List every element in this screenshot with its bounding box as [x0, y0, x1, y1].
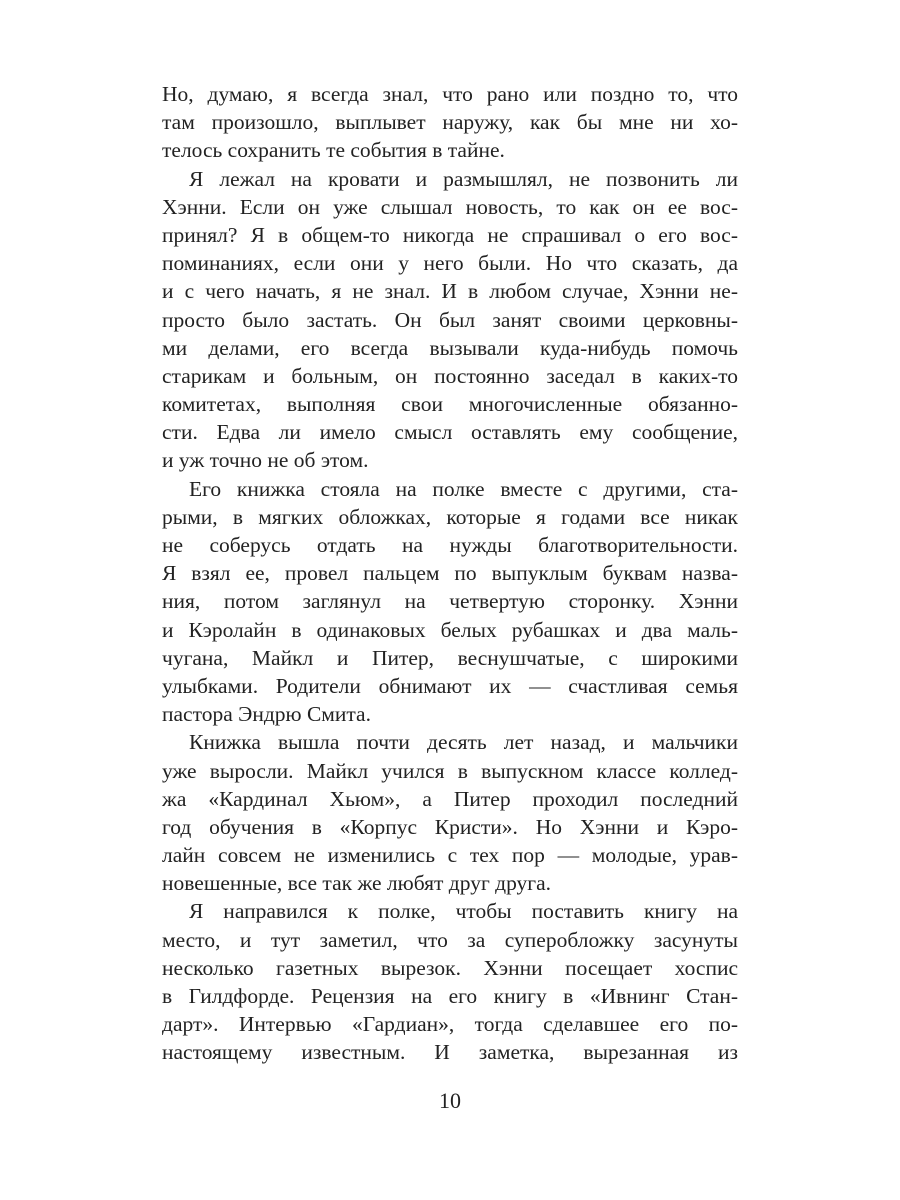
text-line: место, и тут заметил, что за суперобложку засунуты	[162, 927, 738, 952]
text-line: сти. Едва ли имело смысл оставлять ему сообщение,	[162, 420, 738, 445]
text-line: в Гилдфорде. Рецензия на его книгу в «Ивнинг Стан-	[162, 984, 738, 1008]
text-line: Его книжка стояла на полке вместе с другими, ста-	[189, 476, 738, 501]
text-line: Я лежал на кровати и размышлял, не позвонить ли	[189, 166, 738, 191]
text-line: ми делами, его всегда вызывали куда-нибудь помочь	[162, 335, 738, 360]
text-line: Хэнни. Если он уже слышал новость, то как он ее вос-	[162, 194, 738, 219]
text-line: Я взял ее, провел пальцем по выпуклым буквам назва-	[162, 561, 738, 586]
text-line: и уж точно не об этом.	[162, 448, 369, 473]
text-line: просто было застать. Он был занят своими церковны-	[162, 307, 738, 332]
paragraph	[162, 165, 738, 475]
text-line: там произошло, выплывет наружу, как бы мне ни хо-	[162, 110, 738, 135]
text-line: Но, думаю, я всегда знал, что рано или поздно то, что	[162, 82, 738, 106]
paragraph	[162, 475, 738, 729]
text-line: уже выросли. Майкл учился в выпускном классе коллед-	[162, 758, 738, 783]
text-line: рыми, в мягких обложках, которые я годами все никак	[162, 504, 738, 529]
text-line: дарт». Интервью «Гардиан», тогда сделавшее его по-	[162, 1012, 738, 1037]
text-line: несколько газетных вырезок. Хэнни посещает хоспис	[162, 955, 738, 980]
text-line: год обучения в «Корпус Кристи». Но Хэнни и Кэро-	[162, 814, 738, 839]
text-line: пастора Эндрю Смита.	[162, 702, 371, 727]
paragraph	[162, 897, 738, 1066]
text-line: комитетах, выполняя свои многочисленные обязанно-	[162, 392, 738, 417]
text-line: настоящему известным. И заметка, вырезанная из	[162, 1040, 738, 1065]
text-line: чугана, Майкл и Питер, веснушчатые, с широкими	[162, 645, 738, 670]
text-line: не соберусь отдать на нужды благотворительности.	[162, 533, 738, 557]
text-line: новешенные, все так же любят друг друга.	[162, 871, 552, 896]
text-line: и с чего начать, я не знал. И в любом случае, Хэнни не-	[162, 279, 738, 304]
text-line: Я направился к полке, чтобы поставить книгу на	[189, 899, 738, 924]
text-line: и Кэролайн в одинаковых белых рубашках и два маль-	[162, 617, 738, 642]
text-line: улыбками. Родители обнимают их — счастливая семья	[162, 673, 738, 698]
text-line: старикам и больным, он постоянно заседал в каких-то	[162, 363, 738, 388]
paragraph	[162, 80, 738, 165]
text-line: Книжка вышла почти десять лет назад, и мальчики	[189, 730, 738, 755]
page-body-text	[162, 80, 738, 1067]
text-line: лайн совсем не изменились с тех пор — молодые, урав-	[162, 843, 738, 868]
text-line: поминаниях, если они у него были. Но что сказать, да	[162, 251, 738, 276]
text-line: принял? Я в общем-то никогда не спрашивал о его вос-	[162, 222, 738, 247]
text-line: жа «Кардинал Хьюм», а Питер проходил последний	[162, 786, 738, 811]
page-number: 10	[439, 1088, 461, 1113]
text-line: ния, потом заглянул на четвертую сторонку. Хэнни	[162, 589, 738, 614]
paragraph	[162, 728, 738, 897]
text-line: телось сохранить те события в тайне.	[162, 138, 505, 163]
